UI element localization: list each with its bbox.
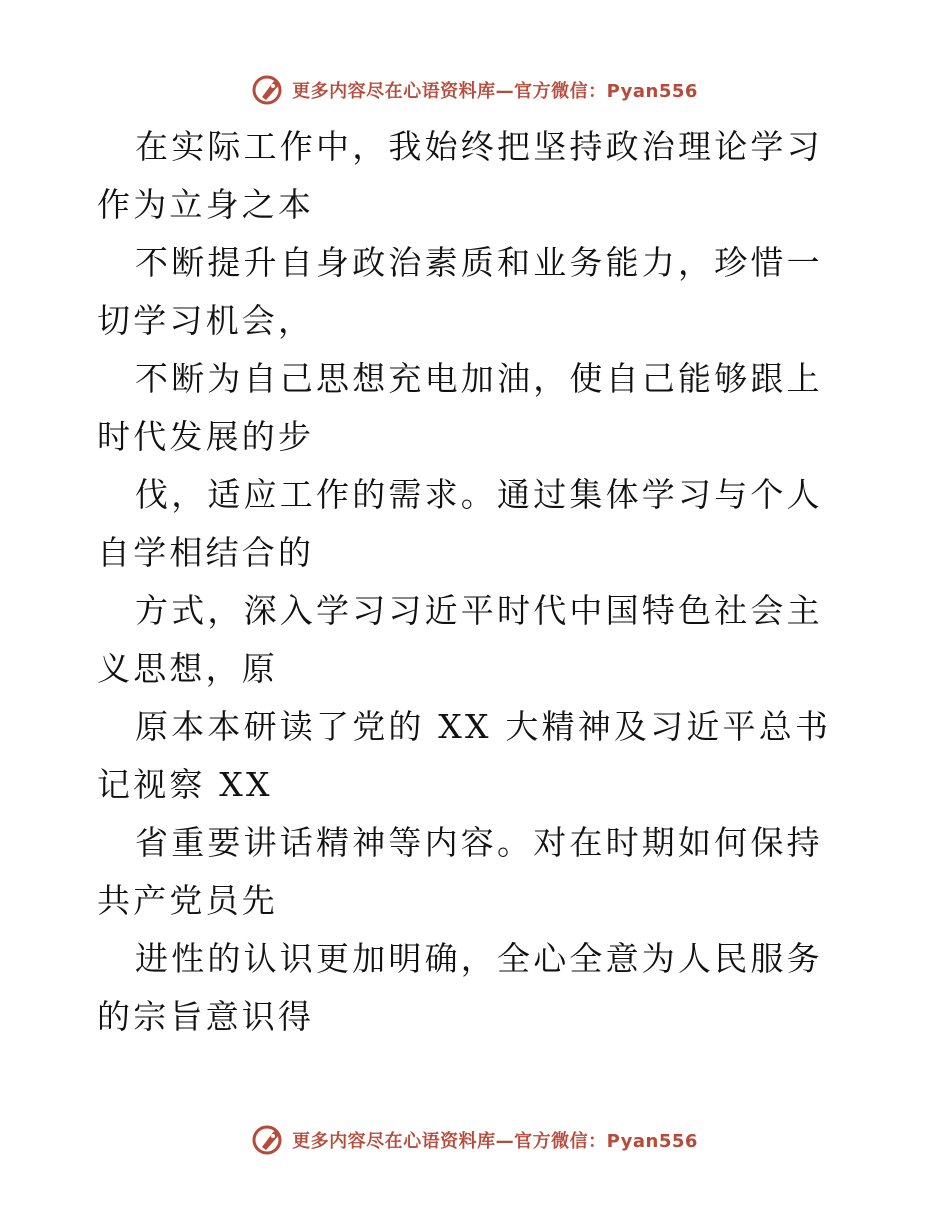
- header-watermark-text: 更多内容尽在心语资料库—官方微信：Pyan556: [292, 81, 698, 102]
- paragraph: 省重要讲话精神等内容。对在时期如何保持共产党员先: [97, 823, 823, 920]
- paragraph: 不断为自己思想充电加油，使自己能够跟上时代发展的步: [97, 359, 823, 456]
- document-body: [97, 118, 857, 1046]
- pen-nib-circle-icon: [252, 73, 286, 107]
- paragraph: 伐，适应工作的需求。通过集体学习与个人自学相结合的: [97, 475, 823, 572]
- paragraph: 进性的认识更加明确，全心全意为人民服务的宗旨意识得: [97, 939, 823, 1036]
- header-watermark: [0, 70, 950, 110]
- paragraph: 方式，深入学习习近平时代中国特色社会主义思想，原: [97, 591, 823, 688]
- paragraph: 不断提升自身政治素质和业务能力，珍惜一切学习机会，: [97, 243, 823, 340]
- paragraph: 原本本研读了党的 XX 大精神及习近平总书记视察 XX: [97, 707, 832, 804]
- footer-watermark: [0, 1120, 950, 1160]
- footer-watermark-text: 更多内容尽在心语资料库—官方微信：Pyan556: [292, 1131, 698, 1152]
- pen-nib-circle-icon: [252, 1123, 286, 1157]
- paragraph: 在实际工作中，我始终把坚持政治理论学习作为立身之本: [97, 127, 823, 224]
